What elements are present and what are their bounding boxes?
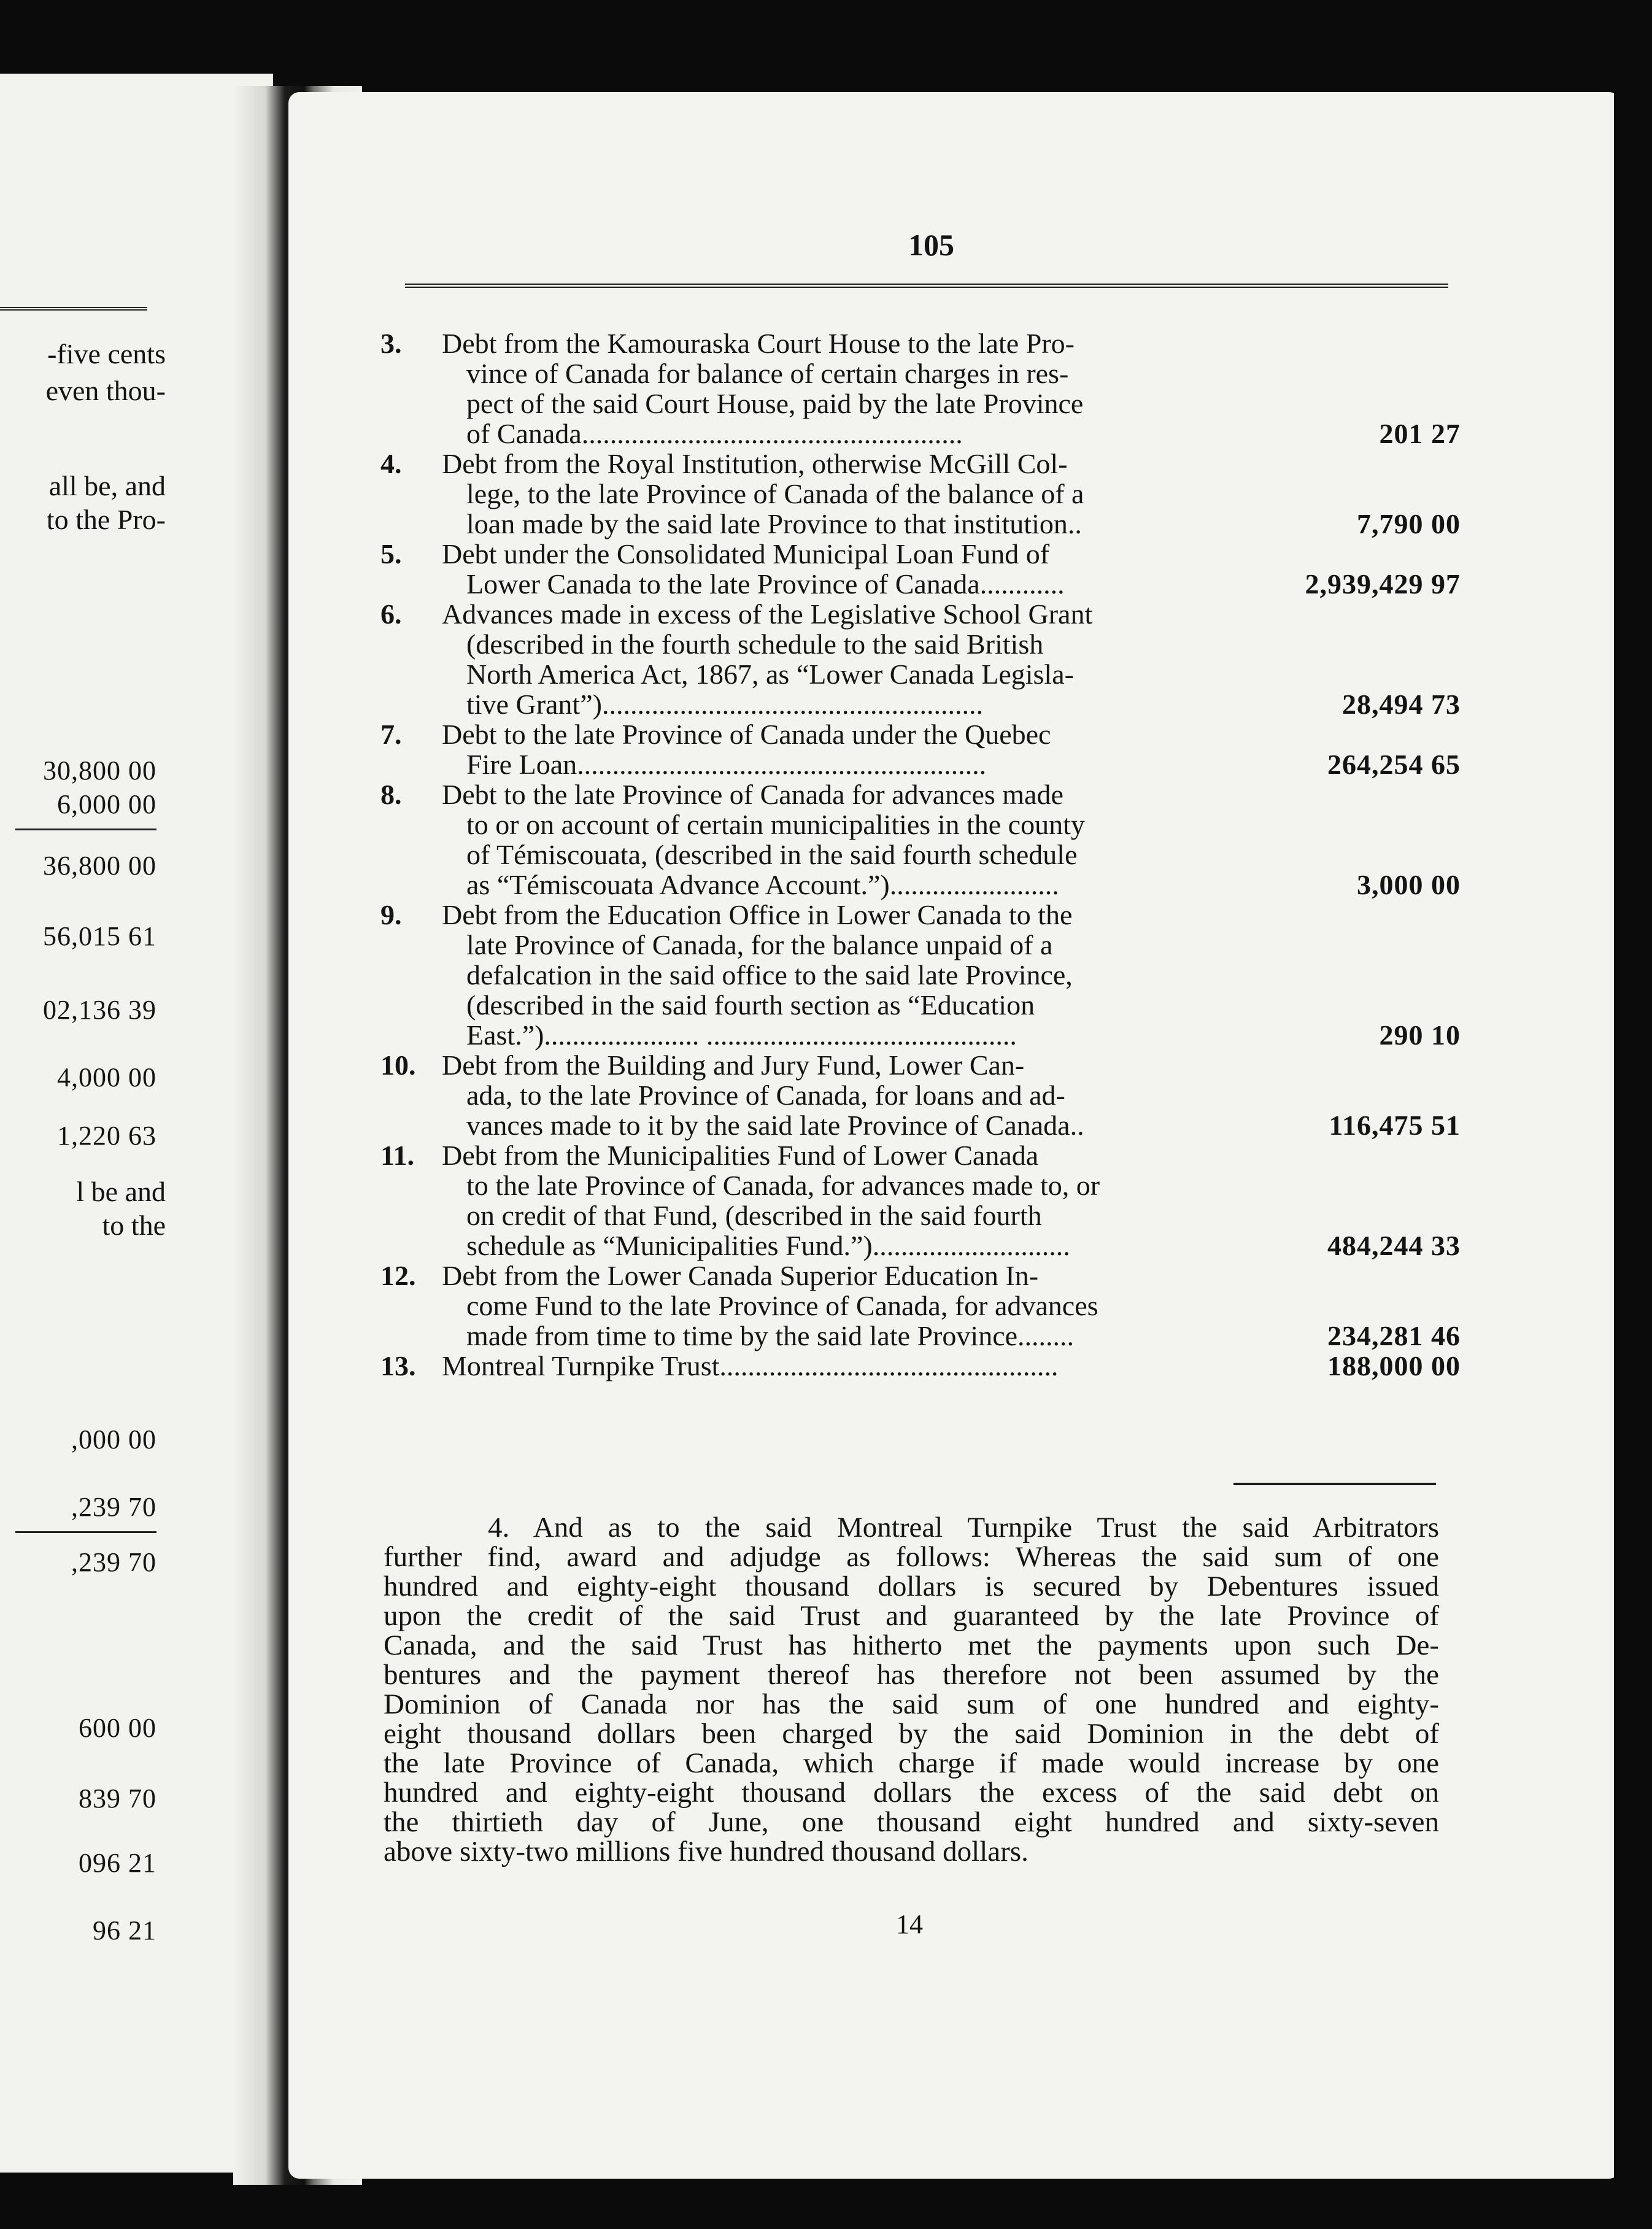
item-amount: 264,254 65 <box>1327 749 1461 780</box>
item-description-line: Debt from the Building and Jury Fund, Lower Can- <box>442 1049 1025 1081</box>
left-text-fragment: all be, and <box>48 470 166 501</box>
left-text-fragment: -five cents <box>47 338 166 369</box>
paragraph-line: upon the credit of the said Trust and guaranteed by the late Province of <box>384 1600 1439 1632</box>
total-rule <box>1233 1483 1436 1485</box>
schedule-item <box>380 539 1461 599</box>
paragraph-line: eight thousand dollars been charged by the said Dominion in the debt of <box>384 1718 1439 1750</box>
item-description-line: vances made to it by the said late Province of Canada.. <box>466 1110 1084 1141</box>
item-description-line: Debt from the Municipalities Fund of Lower Canada <box>442 1140 1039 1171</box>
item-number: 10. <box>380 1049 416 1081</box>
left-sum-rule <box>15 829 156 830</box>
item-description-line: to or on account of certain municipalities in the county <box>466 809 1085 840</box>
left-amount: ,000 00 <box>71 1424 156 1454</box>
left-facing-page <box>0 74 273 2173</box>
item-description-line: (described in the said fourth section as “Education <box>466 989 1035 1021</box>
item-description-line: defalcation in the said office to the said late Province, <box>466 959 1073 991</box>
schedule-item <box>380 449 1461 539</box>
schedule-item <box>380 1351 1461 1381</box>
item-description <box>442 599 1319 719</box>
schedule-item <box>380 328 1461 449</box>
item-description <box>442 539 1319 599</box>
item-number: 6. <box>380 598 402 630</box>
left-amount: 30,800 00 <box>43 755 156 786</box>
paragraph-line: the thirtieth day of June, one thousand eight hundred and sixty-seven <box>384 1806 1439 1838</box>
left-amount: 600 00 <box>79 1713 156 1743</box>
left-page-rule <box>0 307 147 311</box>
schedule-item <box>380 599 1461 719</box>
item-description-line: as “Témiscouata Advance Account.”)........................ <box>466 869 1059 900</box>
item-description-line: of Canada...................................................... <box>466 418 963 449</box>
left-amount: ,239 70 <box>71 1492 156 1522</box>
page-edge-shadow <box>1614 92 1651 2191</box>
left-amount: 96 21 <box>93 1915 156 1945</box>
item-description-line: tive Grant”)...................................................... <box>466 689 983 720</box>
item-number: 5. <box>380 538 402 570</box>
left-text-fragment: to the Pro- <box>46 504 166 535</box>
item-description-line: Fire Loan.......................................................... <box>466 749 987 780</box>
item-amount: 484,244 33 <box>1327 1230 1461 1261</box>
schedule-item <box>380 1050 1461 1140</box>
item-number: 4. <box>380 448 402 479</box>
item-description-line: Debt from the Kamouraska Court House to the late Pro- <box>442 328 1075 359</box>
item-number: 11. <box>380 1140 414 1171</box>
item-description <box>442 719 1319 779</box>
item-description-line: late Province of Canada, for the balance unpaid of a <box>466 929 1053 960</box>
item-description <box>442 1261 1319 1351</box>
paragraph-line: 4. And as to the said Montreal Turnpike Trust the said Arbitrators <box>488 1512 1439 1543</box>
debt-schedule-list <box>380 328 1461 1381</box>
left-amount: 1,220 63 <box>57 1121 156 1151</box>
item-description-line: pect of the said Court House, paid by the late Province <box>466 388 1084 419</box>
item-description-line: vince of Canada for balance of certain charges in res- <box>466 358 1069 389</box>
item-description-line: Debt from the Education Office in Lower Canada to the <box>442 899 1073 930</box>
item-amount: 188,000 00 <box>1327 1350 1461 1381</box>
item-description-line: Debt under the Consolidated Municipal Loan Fund of <box>442 538 1050 570</box>
item-description-line: ada, to the late Province of Canada, for loans and ad- <box>466 1080 1065 1111</box>
item-amount: 2,939,429 97 <box>1305 568 1461 600</box>
page-number: 105 <box>908 228 954 262</box>
paragraph-line: the late Province of Canada, which charge if made would increase by one <box>384 1747 1439 1779</box>
item-amount: 201 27 <box>1379 418 1461 449</box>
item-description-line: North America Act, 1867, as “Lower Canada Legisla- <box>466 659 1074 690</box>
left-amount: ,239 70 <box>71 1547 156 1577</box>
item-amount: 234,281 46 <box>1327 1320 1461 1351</box>
item-number: 13. <box>380 1350 416 1381</box>
item-number: 12. <box>380 1260 416 1291</box>
paragraph-line: hundred and eighty-eight thousand dollars is secured by Debentures issued <box>384 1570 1439 1602</box>
item-number: 7. <box>380 719 402 750</box>
paragraph-line: Dominion of Canada nor has the said sum of one hundred and eighty- <box>384 1688 1439 1720</box>
paragraph-line: Canada, and the said Trust has hitherto met the payments upon such De- <box>384 1629 1439 1661</box>
item-number: 9. <box>380 899 402 930</box>
item-description <box>442 328 1319 449</box>
left-amount: 4,000 00 <box>57 1062 156 1092</box>
item-description-line: on credit of that Fund, (described in the said fourth <box>466 1200 1042 1231</box>
left-amount: 096 21 <box>79 1848 156 1878</box>
item-description-line: of Témiscouata, (described in the said fourth schedule <box>466 839 1078 870</box>
item-description-line: Advances made in excess of the Legislative School Grant <box>442 598 1093 630</box>
award-paragraph <box>384 1513 1439 1866</box>
header-double-rule <box>405 284 1448 288</box>
paragraph-line: hundred and eighty-eight thousand dollars the excess of the said debt on <box>384 1777 1439 1809</box>
item-description <box>442 449 1319 539</box>
item-description-line: schedule as “Municipalities Fund.”)............................ <box>466 1230 1070 1261</box>
item-description-line: made from time to time by the said late Province........ <box>466 1320 1075 1351</box>
left-text-fragment: even thou- <box>45 375 166 406</box>
item-description <box>442 779 1319 900</box>
item-description-line: Debt to the late Province of Canada under the Quebec <box>442 719 1051 750</box>
item-description-line: East.”)...................... ............................................ <box>466 1019 1017 1051</box>
item-description-line: Debt to the late Province of Canada for advances made <box>442 779 1063 810</box>
item-description-line: to the late Province of Canada, for advances made to, or <box>466 1170 1100 1201</box>
item-amount: 3,000 00 <box>1357 869 1461 900</box>
left-amount: 56,015 61 <box>43 921 156 951</box>
schedule-item <box>380 719 1461 779</box>
item-description-line: lege, to the late Province of Canada of the balance of a <box>466 478 1084 509</box>
item-description-line: loan made by the said late Province to that institution.. <box>466 508 1082 539</box>
schedule-item <box>380 900 1461 1050</box>
left-sum-rule <box>15 1531 156 1533</box>
item-number: 8. <box>380 779 402 810</box>
item-amount: 7,790 00 <box>1357 508 1461 539</box>
left-amount: 839 70 <box>79 1783 156 1814</box>
paragraph-line: further find, award and adjudge as follows: Whereas the said sum of one <box>384 1541 1439 1573</box>
item-description-line: Montreal Turnpike Trust................................................ <box>442 1350 1059 1381</box>
item-amount: 290 10 <box>1379 1019 1461 1051</box>
item-description <box>442 900 1319 1050</box>
schedule-item <box>380 1261 1461 1351</box>
item-description-line: Debt from the Royal Institution, otherwise McGill Col- <box>442 448 1068 479</box>
item-amount: 28,494 73 <box>1342 689 1461 720</box>
paragraph-line: above sixty-two millions five hundred thousand dollars. <box>384 1836 1029 1868</box>
signature-mark: 14 <box>896 1909 923 1939</box>
left-text-fragment: to the <box>102 1210 166 1241</box>
schedule-item <box>380 779 1461 900</box>
left-amount: 02,136 39 <box>43 995 156 1025</box>
item-description <box>442 1140 1319 1261</box>
item-description <box>442 1050 1319 1140</box>
schedule-item <box>380 1140 1461 1261</box>
item-description-line: Lower Canada to the late Province of Canada............ <box>466 568 1065 600</box>
left-amount: 36,800 00 <box>43 851 156 881</box>
left-text-fragment: l be and <box>76 1176 166 1207</box>
item-description-line: (described in the fourth schedule to the said British <box>466 628 1044 660</box>
item-number: 3. <box>380 328 402 359</box>
item-description-line: come Fund to the late Province of Canada, for advances <box>466 1290 1098 1321</box>
left-amount: 6,000 00 <box>57 789 156 819</box>
item-description-line: Debt from the Lower Canada Superior Education In- <box>442 1260 1039 1291</box>
item-amount: 116,475 51 <box>1329 1110 1461 1141</box>
paragraph-line: bentures and the payment thereof has therefore not been assumed by the <box>384 1659 1439 1691</box>
item-description <box>442 1351 1319 1381</box>
